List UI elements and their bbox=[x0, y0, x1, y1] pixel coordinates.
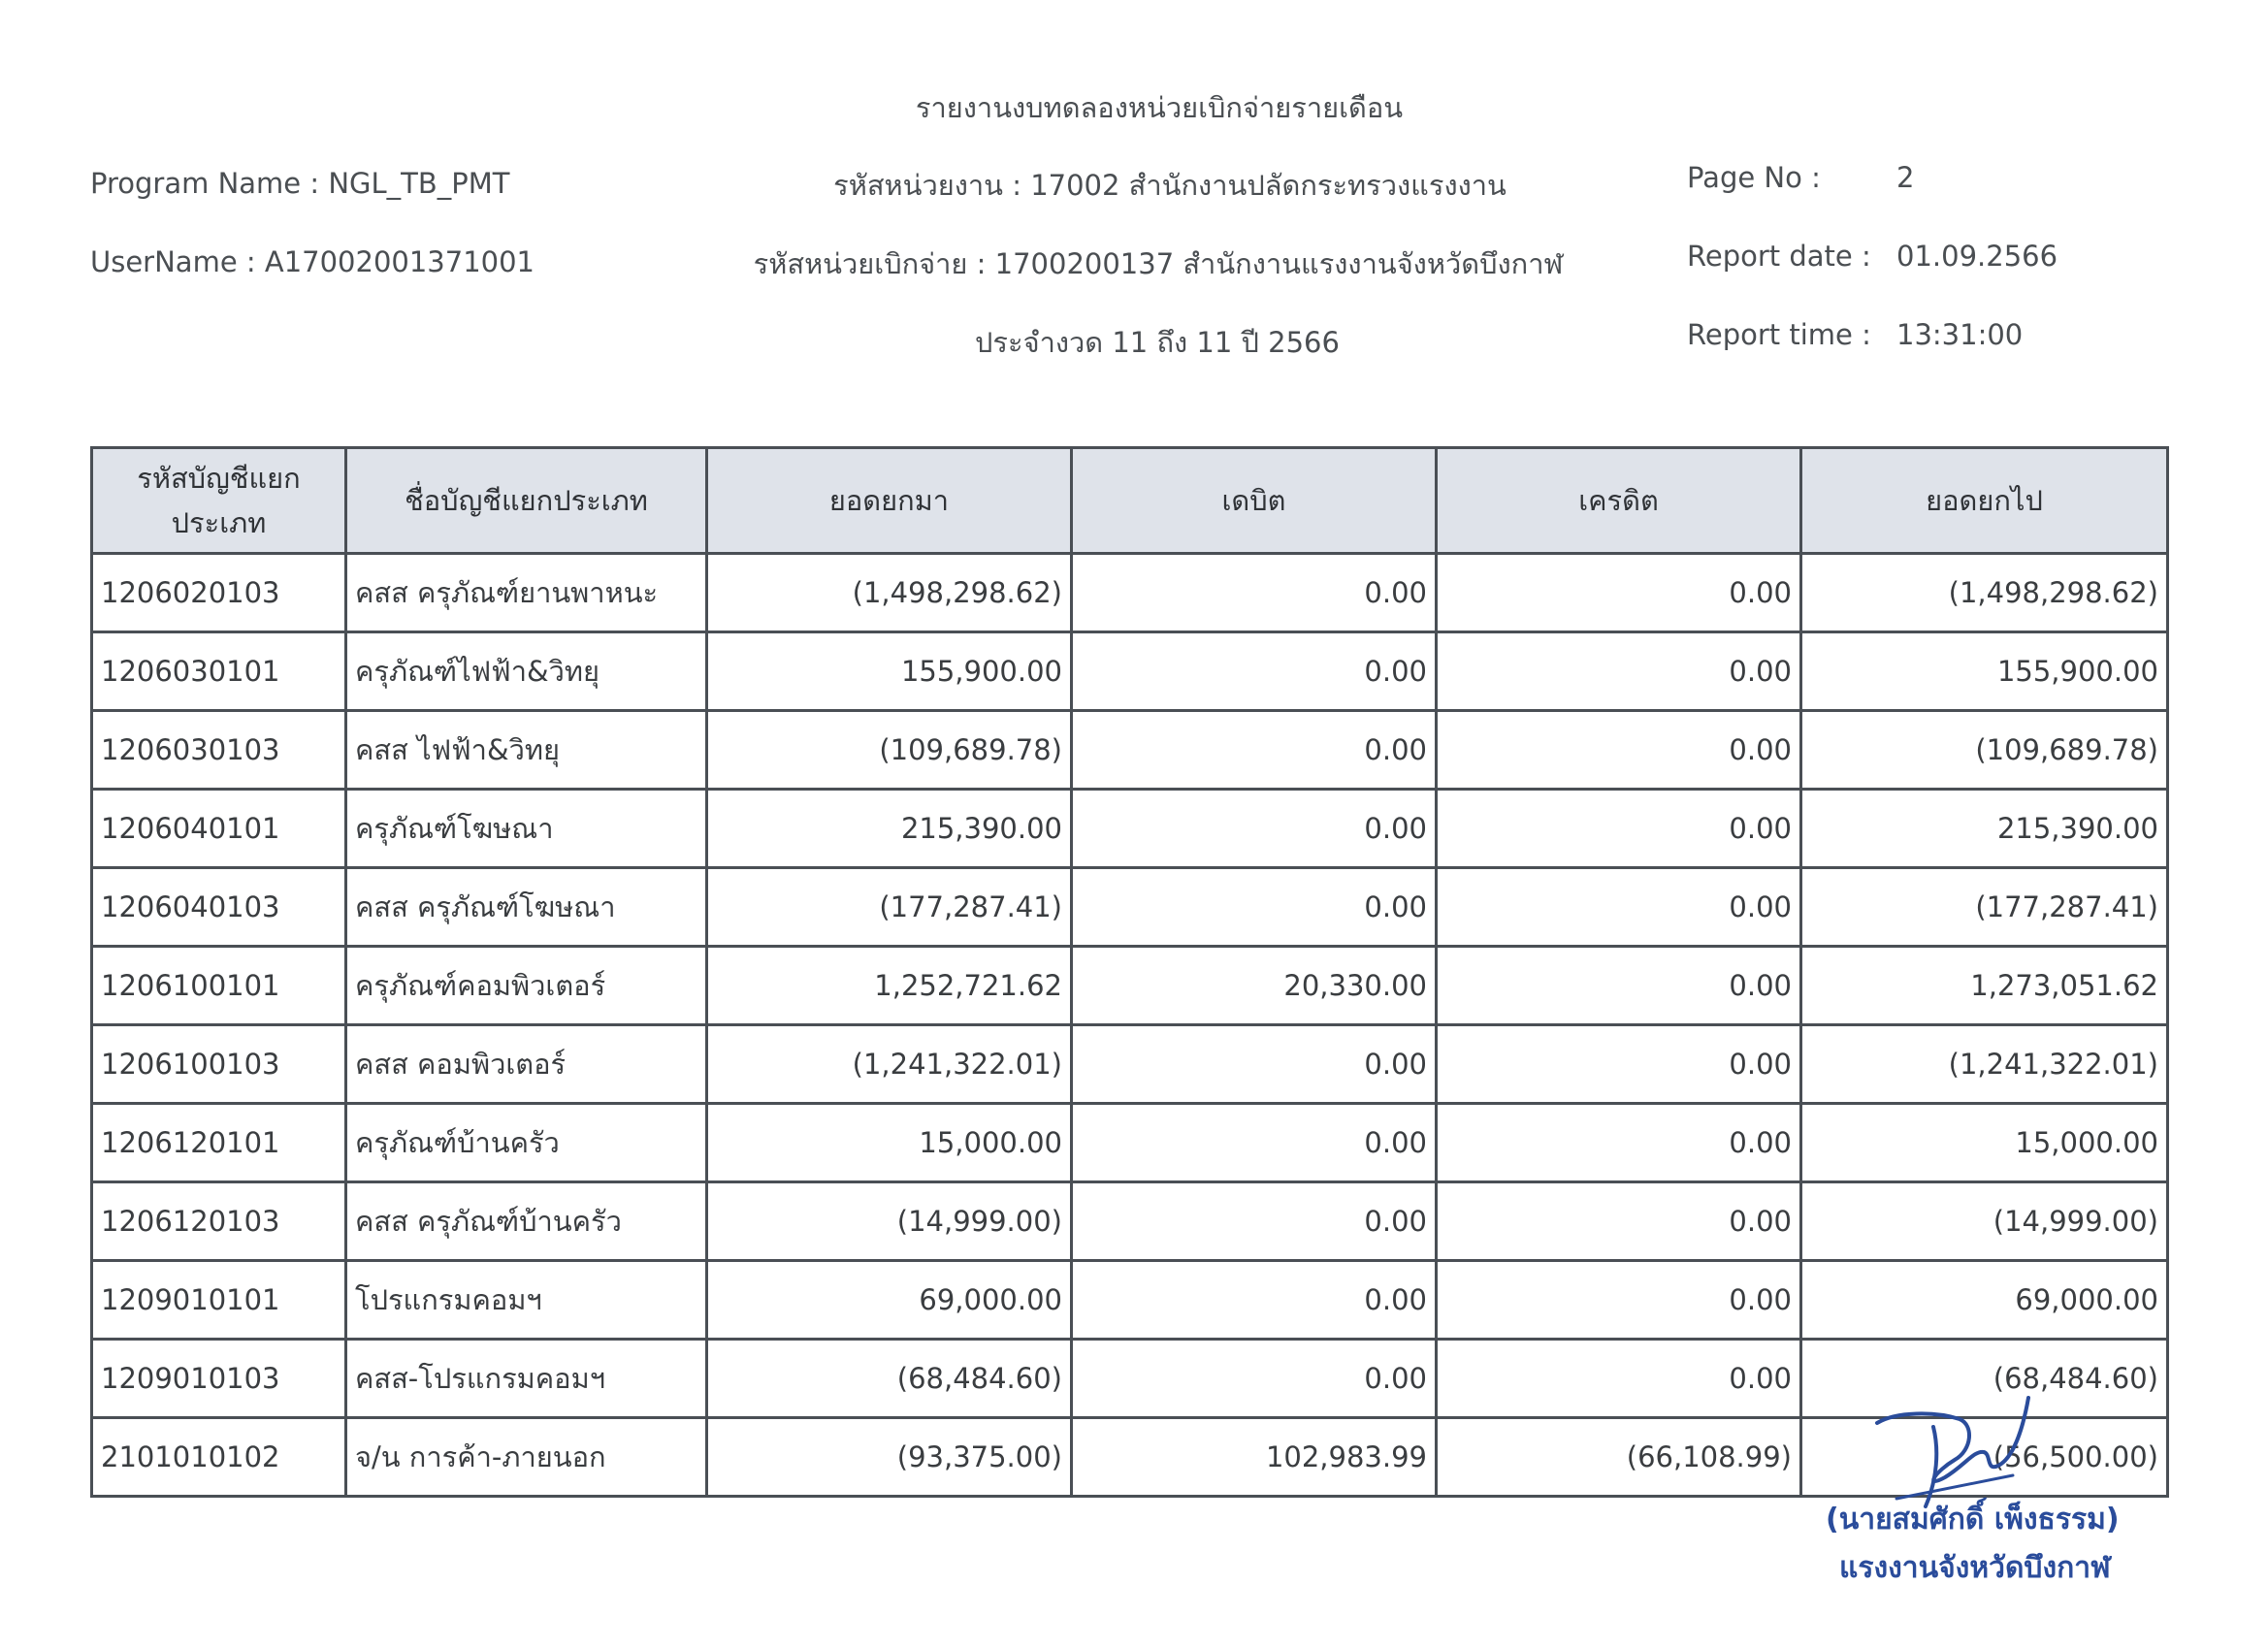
user-name: UserName : A17002001371001 bbox=[90, 245, 535, 278]
cell-credit: (66,108.99) bbox=[1437, 1418, 1801, 1497]
cell-account-name: ครุภัณฑ์บ้านครัว bbox=[346, 1104, 707, 1182]
cell-credit: 0.00 bbox=[1437, 790, 1801, 868]
cell-closing-balance: 155,900.00 bbox=[1801, 632, 2168, 711]
cell-account-code: 1209010101 bbox=[92, 1261, 346, 1340]
cell-credit: 0.00 bbox=[1437, 632, 1801, 711]
cell-closing-balance: 1,273,051.62 bbox=[1801, 947, 2168, 1025]
cell-closing-balance: 69,000.00 bbox=[1801, 1261, 2168, 1340]
program-name: Program Name : NGL_TB_PMT bbox=[90, 167, 510, 200]
table-body bbox=[92, 554, 2168, 1497]
table-row bbox=[92, 1418, 2168, 1497]
table-row bbox=[92, 868, 2168, 947]
cell-credit: 0.00 bbox=[1437, 947, 1801, 1025]
cell-account-name: ครุภัณฑ์โฆษณา bbox=[346, 790, 707, 868]
cell-debit: 0.00 bbox=[1072, 554, 1437, 632]
cell-credit: 0.00 bbox=[1437, 1340, 1801, 1418]
header-opening-balance: ยอดยกมา bbox=[707, 448, 1072, 554]
cell-closing-balance: 15,000.00 bbox=[1801, 1104, 2168, 1182]
report-date-value: 01.09.2566 bbox=[1896, 240, 2058, 273]
cell-credit: 0.00 bbox=[1437, 1104, 1801, 1182]
cell-account-name: คสส ครุภัณฑ์ยานพาหนะ bbox=[346, 554, 707, 632]
cell-debit: 102,983.99 bbox=[1072, 1418, 1437, 1497]
cell-account-name: จ/น การค้า-ภายนอก bbox=[346, 1418, 707, 1497]
page-label: Page No : bbox=[1687, 161, 1821, 194]
cell-account-name: คสส คอมพิวเตอร์ bbox=[346, 1025, 707, 1104]
cell-account-code: 1209010103 bbox=[92, 1340, 346, 1418]
cell-debit: 0.00 bbox=[1072, 1025, 1437, 1104]
cell-debit: 0.00 bbox=[1072, 790, 1437, 868]
cell-closing-balance: (56,500.00) bbox=[1801, 1418, 2168, 1497]
cell-debit: 0.00 bbox=[1072, 1261, 1437, 1340]
cell-debit: 0.00 bbox=[1072, 868, 1437, 947]
period-line: ประจำงวด 11 ถึง 11 ปี 2566 bbox=[975, 326, 1340, 359]
cell-account-code: 1206120103 bbox=[92, 1182, 346, 1261]
table-row bbox=[92, 1182, 2168, 1261]
cell-opening-balance: (177,287.41) bbox=[707, 868, 1072, 947]
cell-account-code: 1206100103 bbox=[92, 1025, 346, 1104]
trial-balance-table bbox=[90, 446, 2169, 1498]
header-account-code: รหัสบัญชีแยกประเภท bbox=[92, 448, 346, 554]
table-row bbox=[92, 790, 2168, 868]
cell-opening-balance: (1,498,298.62) bbox=[707, 554, 1072, 632]
cell-opening-balance: (93,375.00) bbox=[707, 1418, 1072, 1497]
page-value: 2 bbox=[1896, 161, 1915, 194]
cell-debit: 0.00 bbox=[1072, 1340, 1437, 1418]
report-title: รายงานงบทดลองหน่วยเบิกจ่ายรายเดือน bbox=[915, 91, 1404, 124]
cell-closing-balance: (1,498,298.62) bbox=[1801, 554, 2168, 632]
header-account-name: ชื่อบัญชีแยกประเภท bbox=[346, 448, 707, 554]
report-date-label: Report date : bbox=[1687, 240, 1871, 273]
table-row bbox=[92, 1340, 2168, 1418]
header-closing-balance: ยอดยกไป bbox=[1801, 448, 2168, 554]
cell-account-name: คสส ครุภัณฑ์โฆษณา bbox=[346, 868, 707, 947]
cell-debit: 0.00 bbox=[1072, 711, 1437, 790]
cell-account-code: 1206040101 bbox=[92, 790, 346, 868]
cell-debit: 0.00 bbox=[1072, 1182, 1437, 1261]
agency-line: รหัสหน่วยงาน : 17002 สำนักงานปลัดกระทรวงแรงงาน bbox=[833, 169, 1507, 202]
cell-account-name: ครุภัณฑ์คอมพิวเตอร์ bbox=[346, 947, 707, 1025]
cell-credit: 0.00 bbox=[1437, 554, 1801, 632]
cell-closing-balance: (14,999.00) bbox=[1801, 1182, 2168, 1261]
cell-account-code: 2101010102 bbox=[92, 1418, 346, 1497]
signatory-office: แรงงานจังหวัดบึงกาฬ bbox=[1839, 1551, 2111, 1585]
cell-credit: 0.00 bbox=[1437, 1025, 1801, 1104]
cell-account-code: 1206120101 bbox=[92, 1104, 346, 1182]
report-time-label: Report time : bbox=[1687, 318, 1871, 351]
cell-opening-balance: 1,252,721.62 bbox=[707, 947, 1072, 1025]
cell-opening-balance: 69,000.00 bbox=[707, 1261, 1072, 1340]
cell-opening-balance: 215,390.00 bbox=[707, 790, 1072, 868]
cell-account-name: คสส ไฟฟ้า&วิทยุ bbox=[346, 711, 707, 790]
cell-account-name: คสส-โปรแกรมคอมฯ bbox=[346, 1340, 707, 1418]
table-row bbox=[92, 1261, 2168, 1340]
cell-closing-balance: 215,390.00 bbox=[1801, 790, 2168, 868]
cell-credit: 0.00 bbox=[1437, 711, 1801, 790]
cell-account-name: โปรแกรมคอมฯ bbox=[346, 1261, 707, 1340]
cell-debit: 20,330.00 bbox=[1072, 947, 1437, 1025]
cell-account-code: 1206020103 bbox=[92, 554, 346, 632]
cell-account-name: คสส ครุภัณฑ์บ้านครัว bbox=[346, 1182, 707, 1261]
cell-opening-balance: (68,484.60) bbox=[707, 1340, 1072, 1418]
signatory-name: (นายสมศักดิ์ เพ็งธรรม) bbox=[1826, 1503, 2120, 1536]
table-row bbox=[92, 711, 2168, 790]
cell-closing-balance: (177,287.41) bbox=[1801, 868, 2168, 947]
table-row bbox=[92, 1025, 2168, 1104]
cell-debit: 0.00 bbox=[1072, 1104, 1437, 1182]
cell-opening-balance: (1,241,322.01) bbox=[707, 1025, 1072, 1104]
table-row bbox=[92, 554, 2168, 632]
cell-credit: 0.00 bbox=[1437, 868, 1801, 947]
cell-account-code: 1206040103 bbox=[92, 868, 346, 947]
cell-opening-balance: 15,000.00 bbox=[707, 1104, 1072, 1182]
table-row bbox=[92, 947, 2168, 1025]
cell-credit: 0.00 bbox=[1437, 1182, 1801, 1261]
header-credit: เครดิต bbox=[1437, 448, 1801, 554]
cell-account-name: ครุภัณฑ์ไฟฟ้า&วิทยุ bbox=[346, 632, 707, 711]
table-header-row bbox=[92, 448, 2168, 554]
table-row bbox=[92, 1104, 2168, 1182]
table-row bbox=[92, 632, 2168, 711]
cell-debit: 0.00 bbox=[1072, 632, 1437, 711]
disbursing-unit-line: รหัสหน่วยเบิกจ่าย : 1700200137 สำนักงานแรงงานจังหวัดบึงกาฬ bbox=[753, 247, 1564, 280]
cell-closing-balance: (68,484.60) bbox=[1801, 1340, 2168, 1418]
cell-credit: 0.00 bbox=[1437, 1261, 1801, 1340]
cell-opening-balance: (14,999.00) bbox=[707, 1182, 1072, 1261]
report-time-value: 13:31:00 bbox=[1896, 318, 2024, 351]
header-debit: เดบิต bbox=[1072, 448, 1437, 554]
cell-closing-balance: (109,689.78) bbox=[1801, 711, 2168, 790]
cell-account-code: 1206100101 bbox=[92, 947, 346, 1025]
cell-account-code: 1206030103 bbox=[92, 711, 346, 790]
cell-opening-balance: 155,900.00 bbox=[707, 632, 1072, 711]
cell-opening-balance: (109,689.78) bbox=[707, 711, 1072, 790]
cell-closing-balance: (1,241,322.01) bbox=[1801, 1025, 2168, 1104]
cell-account-code: 1206030101 bbox=[92, 632, 346, 711]
